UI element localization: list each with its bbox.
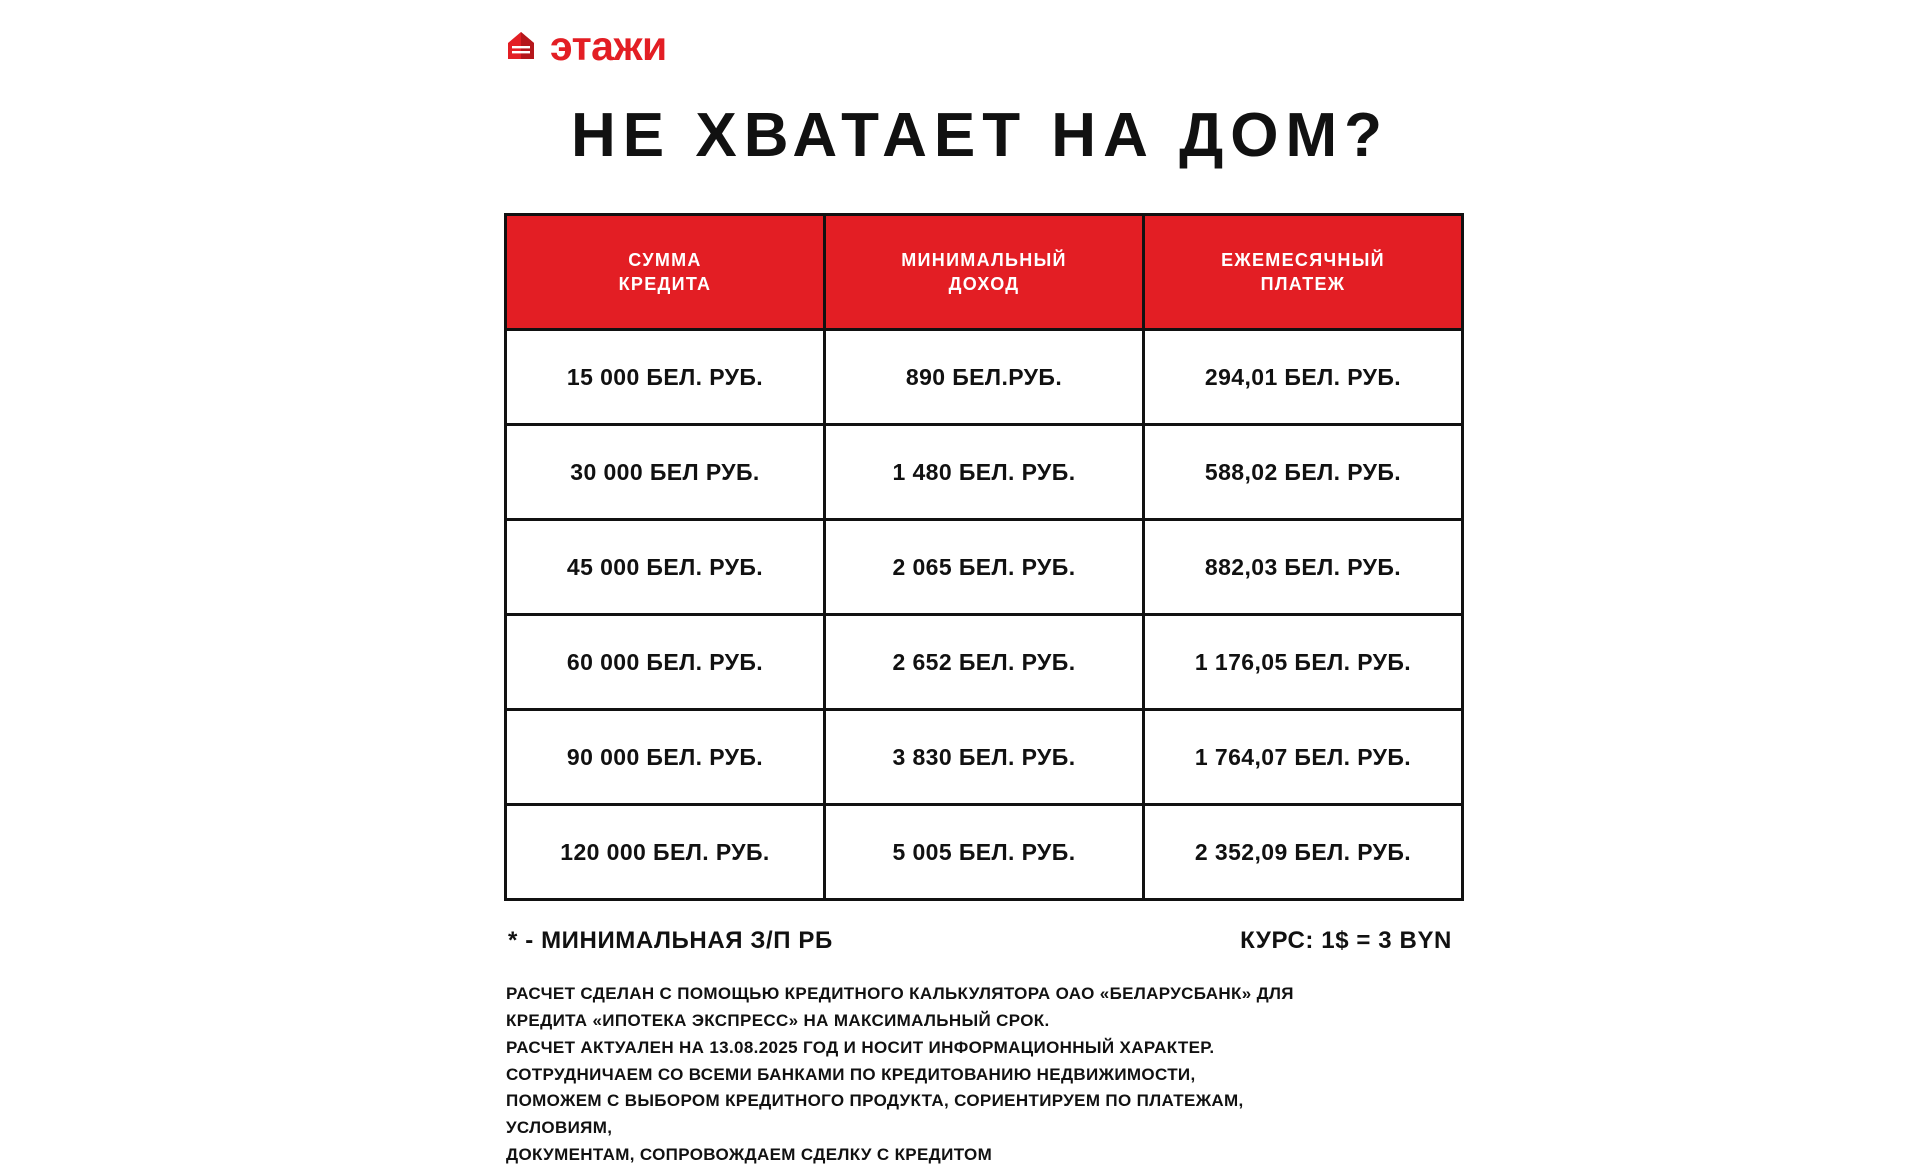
table-header — [506, 215, 1463, 330]
cell-loan-amount: 90 000 БЕЛ. РУБ. — [506, 710, 825, 805]
cell-monthly-payment: 1 764,07 БЕЛ. РУБ. — [1144, 710, 1463, 805]
table-row — [506, 615, 1463, 710]
fineprint-line: ДОКУМЕНТАМ, СОПРОВОЖДАЕМ СДЕЛКУ С КРЕДИТОМ — [506, 1145, 993, 1165]
credit-table — [504, 213, 1464, 901]
column-header-monthly-payment — [1144, 215, 1463, 330]
brand-logo — [500, 0, 1460, 70]
fineprint-line: СОТРУДНИЧАЕМ СО ВСЕМИ БАНКАМИ ПО КРЕДИТОВАНИЮ НЕДВИЖИМОСТИ, — [506, 1064, 1196, 1084]
column-header-line-1: МИНИМАЛЬНЫЙ — [901, 249, 1067, 270]
cell-loan-amount: 120 000 БЕЛ. РУБ. — [506, 805, 825, 900]
table-row — [506, 520, 1463, 615]
column-header-line-2: КРЕДИТА — [618, 274, 712, 294]
cell-loan-amount: 30 000 БЕЛ РУБ. — [506, 425, 825, 520]
cell-min-income: 3 830 БЕЛ. РУБ. — [825, 710, 1144, 805]
credit-table-wrapper — [500, 213, 1460, 901]
fineprint-line: УСЛОВИЯМ, — [506, 1118, 613, 1138]
column-header-line-1: СУММА — [628, 249, 702, 270]
cell-monthly-payment: 1 176,05 БЕЛ. РУБ. — [1144, 615, 1463, 710]
table-header-row — [506, 215, 1463, 330]
cell-loan-amount: 15 000 БЕЛ. РУБ. — [506, 330, 825, 425]
note-exchange-rate: КУРС: 1$ = 3 BYN — [1240, 927, 1452, 954]
cell-monthly-payment: 588,02 БЕЛ. РУБ. — [1144, 425, 1463, 520]
cell-monthly-payment: 2 352,09 БЕЛ. РУБ. — [1144, 805, 1463, 900]
poster-content — [500, 0, 1460, 1165]
cell-monthly-payment: 294,01 БЕЛ. РУБ. — [1144, 330, 1463, 425]
fineprint-line: ПОМОЖЕМ С ВЫБОРОМ КРЕДИТНОГО ПРОДУКТА, СОРИЕНТИРУЕМ ПО ПЛАТЕЖАМ, — [506, 1091, 1244, 1111]
table-row — [506, 805, 1463, 900]
column-header-line-2: ДОХОД — [948, 274, 1020, 294]
cell-min-income: 2 065 БЕЛ. РУБ. — [825, 520, 1144, 615]
note-min-salary: * - МИНИМАЛЬНАЯ З/П РБ — [508, 927, 833, 954]
building-icon — [504, 29, 538, 63]
page-title: НЕ ХВАТАЕТ НА ДОМ? — [571, 101, 1389, 170]
cell-min-income: 890 БЕЛ.РУБ. — [825, 330, 1144, 425]
notes-row — [500, 927, 1460, 955]
fineprint — [500, 981, 1460, 1169]
fineprint-line: РАСЧЕТ АКТУАЛЕН НА 13.08.2025 ГОД И НОСИТ ИНФОРМАЦИОННЫЙ ХАРАКТЕР. — [506, 1037, 1215, 1057]
cell-min-income: 1 480 БЕЛ. РУБ. — [825, 425, 1144, 520]
table-row — [506, 425, 1463, 520]
column-header-min-income — [825, 215, 1144, 330]
cell-min-income: 2 652 БЕЛ. РУБ. — [825, 615, 1144, 710]
fineprint-line: РАСЧЕТ СДЕЛАН С ПОМОЩЬЮ КРЕДИТНОГО КАЛЬКУЛЯТОРА ОАО «БЕЛАРУСБАНК» ДЛЯ — [506, 984, 1294, 1003]
brand-name: этажи — [550, 22, 667, 69]
cell-monthly-payment: 882,03 БЕЛ. РУБ. — [1144, 520, 1463, 615]
fineprint-line: КРЕДИТА «ИПОТЕКА ЭКСПРЕСС» НА МАКСИМАЛЬНЫЙ СРОК. — [506, 1010, 1050, 1030]
column-header-line-1: ЕЖЕМЕСЯЧНЫЙ — [1221, 249, 1385, 270]
cell-min-income: 5 005 БЕЛ. РУБ. — [825, 805, 1144, 900]
table-row — [506, 710, 1463, 805]
table-body — [506, 330, 1463, 900]
column-header-line-2: ПЛАТЕЖ — [1260, 274, 1346, 294]
cell-loan-amount: 45 000 БЕЛ. РУБ. — [506, 520, 825, 615]
table-row — [506, 330, 1463, 425]
cell-loan-amount: 60 000 БЕЛ. РУБ. — [506, 615, 825, 710]
column-header-loan-amount — [506, 215, 825, 330]
